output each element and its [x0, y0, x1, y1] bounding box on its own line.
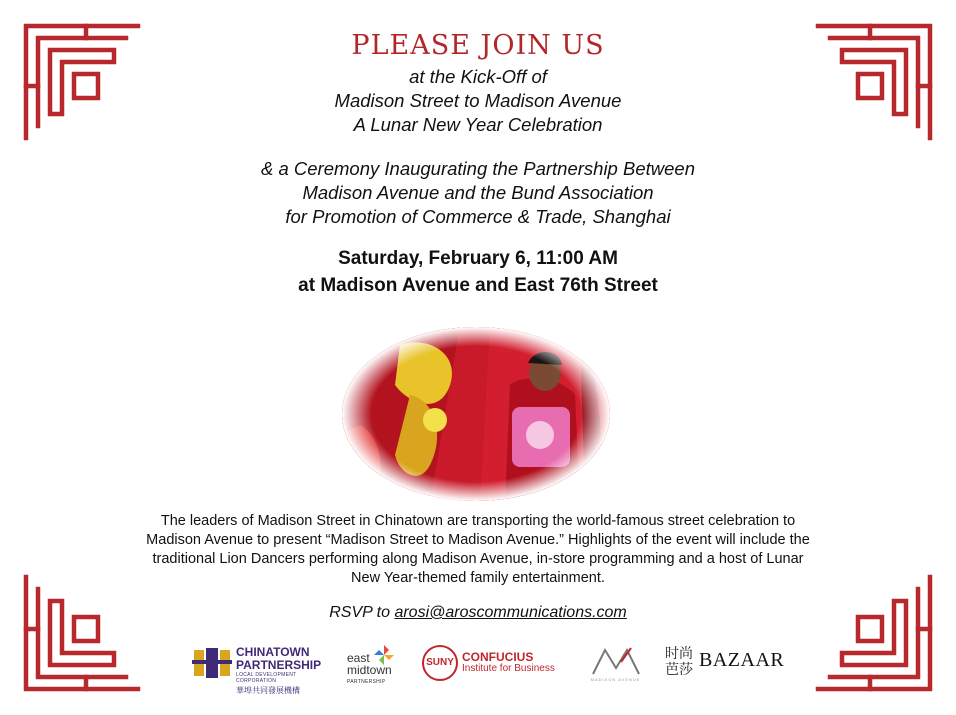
suny-confucius-logo [422, 640, 572, 688]
madison-avenue-logo [583, 640, 648, 688]
ceremony-line: & a Ceremony Inaugurating the Partnership Between [261, 158, 695, 179]
chinese-fret-corner-icon [814, 573, 934, 693]
event-description: The leaders of Madison Street in Chinatown are transporting the world-famous street celebration to Madison Avenue to present “Madison Street to Madison Avenue.” Highlights of the event will include the traditional Lion Dancers performing along Madison Avenue, in-store programming and a host of Lunar New Year-themed family entertainment. [146, 513, 810, 586]
intro-line: Madison Street to Madison Avenue [334, 90, 622, 111]
chinatown-logo-icon [192, 646, 232, 680]
bazaar-chinese-line1: 时尚 [665, 646, 693, 662]
rsvp-label: RSVP to [329, 604, 395, 621]
intro-line: A Lunar New Year Celebration [353, 114, 603, 135]
rsvp-line [0, 604, 956, 622]
bazaar-name: BAZAAR [699, 649, 785, 671]
sponsor-logos [190, 640, 790, 695]
rsvp-email-link[interactable]: arosi@aroscommunications.com [394, 604, 627, 621]
invitation-header [0, 30, 956, 299]
chinatown-chinese: 華埠共同發展機構 [236, 686, 300, 695]
suny-line2: Institute for Business [462, 663, 555, 674]
ceremony-line: for Promotion of Commerce & Trade, Shanghai [285, 206, 671, 227]
chinatown-partnership-logo [192, 640, 328, 695]
corner-frame-bottom-left [22, 573, 142, 693]
chinese-fret-corner-icon [22, 573, 142, 693]
ceremony-line: Madison Avenue and the Bund Association [302, 182, 654, 203]
suny-line1: CONFUCIUS [462, 650, 534, 664]
event-location: at Madison Avenue and East 76th Street [298, 275, 658, 296]
east-midtown-sub: PARTNERSHIP [347, 679, 386, 685]
east-midtown-line1: east [347, 651, 370, 665]
corner-frame-bottom-right [814, 573, 934, 693]
suny-mark [422, 645, 458, 681]
intro-line: at the Kick-Off of [409, 66, 547, 87]
lion-dance-photo [340, 325, 612, 503]
east-midtown-line2: midtown [347, 663, 392, 677]
madison-avenue-logo-icon [591, 646, 641, 676]
east-midtown-logo [345, 640, 415, 688]
chinatown-name-line1: CHINATOWN [236, 645, 310, 659]
event-date: Saturday, February 6, 11:00 AM [338, 248, 618, 269]
suny-mark-text: SUNY [426, 657, 454, 668]
invitation-title: PLEASE JOIN US [351, 30, 605, 61]
madison-avenue-sub: MADISON AVENUE [590, 677, 641, 682]
harpers-bazaar-logo [665, 640, 785, 688]
chinatown-name-line2: PARTNERSHIP [236, 658, 322, 672]
chinatown-subtitle: LOCAL DEVELOPMENT CORPORATION [236, 672, 297, 684]
bazaar-chinese-line2: 芭莎 [665, 662, 693, 678]
